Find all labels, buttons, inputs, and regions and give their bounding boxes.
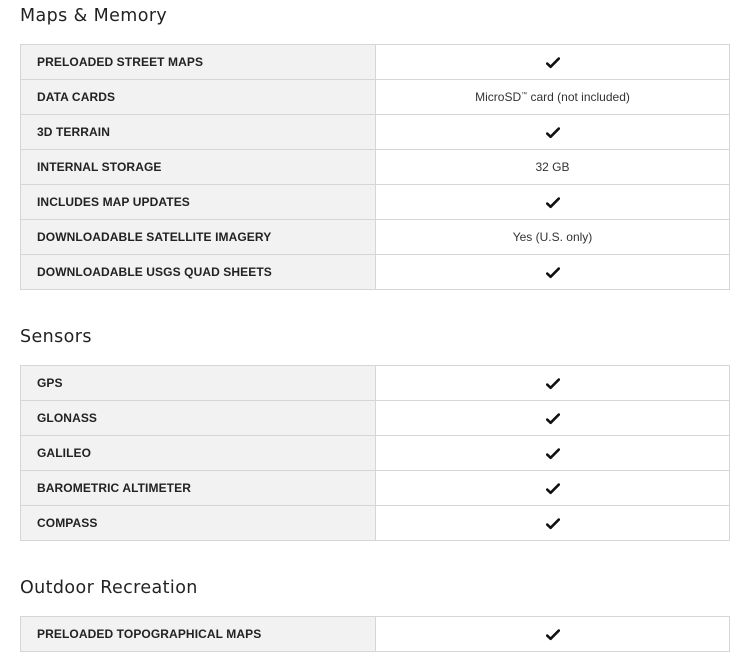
spec-row	[21, 45, 730, 80]
spec-value	[376, 366, 730, 401]
spec-label: COMPASS	[21, 506, 376, 541]
checkmark-icon	[546, 127, 560, 139]
checkmark-icon	[546, 267, 560, 279]
spec-row	[21, 150, 730, 185]
spec-value	[376, 617, 730, 652]
spec-label: INTERNAL STORAGE	[21, 150, 376, 185]
checkmark-icon	[546, 518, 560, 530]
checkmark-icon	[546, 448, 560, 460]
spec-row	[21, 220, 730, 255]
spec-value-text: 32 GB	[535, 160, 570, 174]
spec-label: 3D TERRAIN	[21, 115, 376, 150]
spec-label: DOWNLOADABLE SATELLITE IMAGERY	[21, 220, 376, 255]
spec-value	[376, 150, 730, 185]
spec-value	[376, 115, 730, 150]
spec-table	[20, 44, 730, 290]
spec-value	[376, 506, 730, 541]
spec-label: GPS	[21, 366, 376, 401]
spec-label: BAROMETRIC ALTIMETER	[21, 471, 376, 506]
section-title: Outdoor Recreation	[20, 578, 198, 598]
checkmark-icon	[546, 57, 560, 69]
spec-row	[21, 366, 730, 401]
spec-row	[21, 115, 730, 150]
spec-label: PRELOADED TOPOGRAPHICAL MAPS	[21, 617, 376, 652]
checkmark-icon	[546, 483, 560, 495]
spec-label: INCLUDES MAP UPDATES	[21, 185, 376, 220]
checkmark-icon	[546, 413, 560, 425]
spec-value	[376, 185, 730, 220]
spec-label: DATA CARDS	[21, 80, 376, 115]
spec-value	[376, 471, 730, 506]
spec-value	[376, 45, 730, 80]
checkmark-icon	[546, 629, 560, 641]
spec-row	[21, 185, 730, 220]
spec-row	[21, 80, 730, 115]
spec-label: GLONASS	[21, 401, 376, 436]
spec-table	[20, 616, 730, 652]
checkmark-icon	[546, 378, 560, 390]
spec-label: PRELOADED STREET MAPS	[21, 45, 376, 80]
spec-value-text: MicroSD™ card (not included)	[475, 90, 630, 104]
spec-row	[21, 436, 730, 471]
spec-row	[21, 506, 730, 541]
spec-value	[376, 436, 730, 471]
checkmark-icon	[546, 197, 560, 209]
spec-value-text: Yes (U.S. only)	[512, 230, 593, 244]
spec-label: DOWNLOADABLE USGS QUAD SHEETS	[21, 255, 376, 290]
section-title: Maps & Memory	[20, 6, 168, 26]
spec-table	[20, 365, 730, 541]
spec-row	[21, 401, 730, 436]
spec-value	[376, 255, 730, 290]
spec-value	[376, 220, 730, 255]
spec-row	[21, 255, 730, 290]
spec-row	[21, 471, 730, 506]
spec-value	[376, 80, 730, 115]
section-title: Sensors	[20, 327, 92, 347]
spec-label: GALILEO	[21, 436, 376, 471]
spec-row	[21, 617, 730, 652]
spec-value	[376, 401, 730, 436]
